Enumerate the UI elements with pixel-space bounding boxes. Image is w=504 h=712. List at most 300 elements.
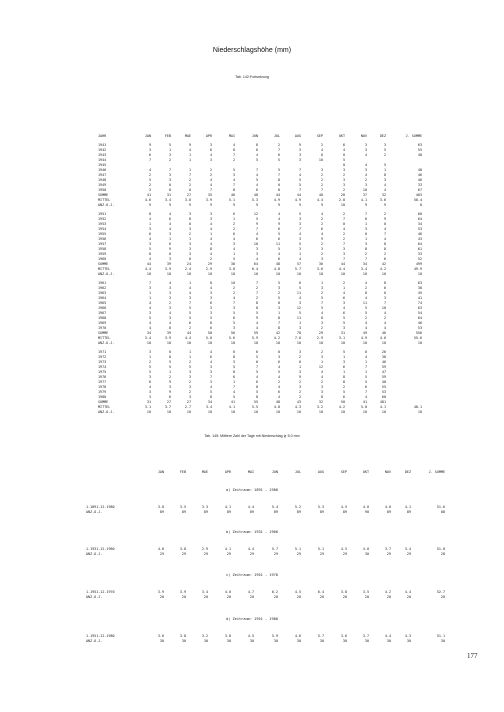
table-cell: 12 [296,306,301,310]
table-cell: 1 [298,321,301,325]
row-label: 1960 [98,257,107,261]
table-cell: 4.4 [316,198,323,202]
table-cell: 30 [249,639,254,643]
table-cell: 0 [342,153,345,157]
table-cell: 6 [342,143,345,147]
table-cell: 11 [362,301,367,305]
table-cell: 9 [277,222,280,226]
table-cell: 5.3 [317,505,324,509]
table-cell: 6 [342,365,345,369]
table-cell: 30 [226,639,231,643]
table-cell: 89 [273,510,278,514]
table-cell: 7 [342,217,345,221]
table-cell: 1 [342,370,345,374]
table-cell: 3 [209,380,212,384]
table-cell: 3 [320,247,323,251]
table-cell: 2 [364,316,367,320]
table-cell: 2 [364,252,367,256]
table-cell: 8 [383,281,386,285]
table-cell: 7 [364,212,367,216]
table-cell: 1 [168,148,171,152]
table-cell: 5.1 [317,547,324,551]
table-cell: 4 [383,311,386,315]
table-cell: 7 [255,291,258,295]
table-cell: 29 [226,552,231,556]
table-cell: 6 [232,212,235,216]
column-header: OKT [362,470,369,474]
table-cell: 5 [277,281,280,285]
column-header: AUG [317,470,324,474]
table-cell: 4 [277,212,280,216]
table-cell: 0 [188,188,191,192]
row-label: 1955 [98,232,107,236]
table-cell: 8 [255,301,258,305]
table-cell: 3 [298,217,301,221]
table-cell: 6 [255,237,258,241]
table-cell: 2 [342,281,345,285]
table-cell: 52.7 [436,590,445,594]
row-label: 1977 [98,380,107,384]
table-cell: 34 [146,331,151,335]
table-cell: 4 [209,286,212,290]
table-cell: 4 [209,222,212,226]
table-cell: 9 [168,247,171,251]
table-cell: 4 [364,395,367,399]
table-cell: 4 [255,153,258,157]
table-cell: 1 [364,222,367,226]
table-cell: 5 [168,360,171,364]
table-cell: 30 [386,639,391,643]
table-cell: 2 [342,237,345,241]
table-cell: 3 [168,316,171,320]
table-cell: 4.8 [157,547,164,551]
table-cell: 10 [362,410,367,414]
table-cell: 3.6 [316,267,323,271]
table-cell: 46 [417,173,422,177]
table-cell: 5 [232,365,235,369]
table-cell: 5 [298,311,301,315]
table-cell: 2.8 [338,198,345,202]
table-cell: 3 [209,217,212,221]
table-cell: 6 [255,360,258,364]
table-cell: 1 [277,311,280,315]
table-cell: 3 [232,360,235,364]
table-cell: 3 [168,178,171,182]
row-label: 1967 [98,311,107,315]
table-cell: 10 [253,272,258,276]
table-cell: 10 [146,341,151,345]
table-cell: 3.9 [179,590,186,594]
table-cell: 2 [320,222,323,226]
table-cell: 27 [186,193,191,197]
row-label: 1978 [98,385,107,389]
table-cell: 20 [249,595,254,599]
table-cell: 2 [364,178,367,182]
row-label: 1.1951-12.1970 [86,590,115,594]
table-cell: 6 [342,311,345,315]
table-cell: 63 [417,281,422,285]
table-cell: 6 [232,316,235,320]
column-header: MAE [184,134,191,138]
table-cell: 5 [188,316,191,320]
table-cell: 2 [148,183,151,187]
table-cell: 4 [232,296,235,300]
table-cell: 3 [168,291,171,295]
table-cell: 46 [417,232,422,236]
table-cell: 5 [209,390,212,394]
table-cell: 4.2 [379,267,386,271]
table-cell: 6 [209,301,212,305]
row-label: 1972 [98,355,107,359]
table-cell: 4 [383,188,386,192]
table-cell: 34 [207,400,212,404]
column-header: JAN [144,134,151,138]
table-cell: 3.4 [144,336,151,340]
table-cell: 4 [232,247,235,251]
table-cell: 8 [209,395,212,399]
table-cell: 4.4 [404,590,411,594]
table-cell: 1 [168,370,171,374]
table-cell: 2 [320,143,323,147]
table-caption: Tab. 142:Fortsetzung [235,75,269,79]
table-cell: 5 [277,158,280,162]
table-cell: 10 [253,410,258,414]
column-header: JUN [251,134,258,138]
table-cell: 56 [230,331,235,335]
table-cell: 6.4 [317,590,324,594]
table-cell: 7 [364,365,367,369]
table-cell: 4 [148,237,151,241]
table-cell: 47 [381,370,386,374]
table-cell: 3.4 [360,267,367,271]
table-cell: 1 [148,291,151,295]
table-cell: 3 [277,286,280,290]
table-row [86,510,445,515]
table-cell: 3 [298,326,301,330]
row-label: 1976 [98,375,107,379]
table-cell: 4 [320,212,323,216]
row-label: 1965 [98,301,107,305]
table-cell: 6 [255,380,258,384]
table-cell: 9 [298,375,301,379]
table-cell: 7 [232,301,235,305]
table-cell: 9 [383,203,386,207]
table-cell: 89 [226,510,231,514]
table-cell: 89 [203,510,208,514]
table-cell: 5.6 [228,336,235,340]
table-cell: 34 [417,222,422,226]
table-cell: 6 [209,355,212,359]
table-cell: 46 [417,178,422,182]
table-cell: 4 [320,232,323,236]
table-cell: 5 [364,375,367,379]
table-cell: 10 [381,341,386,345]
table-cell: 8 [342,380,345,384]
table-cell: 4.4 [247,547,254,551]
table-cell: 10 [230,272,235,276]
table-cell: 5.7 [317,634,324,638]
table-cell: 49.9 [413,267,422,271]
table-cell: 10 [146,272,151,276]
table-cell: 9 [188,203,191,207]
row-label: ANZ.O.J. [98,203,115,207]
table-cell: 64 [417,242,422,246]
table-cell: 4 [168,227,171,231]
table-cell: 33 [417,183,422,187]
table-cell: 4 [364,321,367,325]
table-cell: 2 [209,168,212,172]
table-cell: 6 [364,385,367,389]
table-cell: 0 [364,350,367,354]
table-cell: 8 [168,188,171,192]
table-cell: 9 [148,143,151,147]
table-cell: 7 [383,232,386,236]
table-cell: 30 [273,639,278,643]
table-cell: 8 [232,370,235,374]
table-cell: 2 [255,296,258,300]
table-cell: 4 [148,217,151,221]
table-cell: 0 [188,257,191,261]
table-cell: 9 [232,203,235,207]
table-cell: 2 [148,360,151,364]
row-label: 1950 [98,188,107,192]
row-label: 1943 [98,153,107,157]
table-cell: 5 [168,143,171,147]
table-cell: 4 [320,311,323,315]
table-cell: 8 [255,395,258,399]
table-cell: 49 [362,331,367,335]
table-cell: 3.6 [340,634,347,638]
table-cell: 4 [383,183,386,187]
table-cell: 5 [255,390,258,394]
column-header: JUL [294,470,301,474]
table-cell: 8 [209,281,212,285]
row-label: ANZ.O.J. [98,341,115,345]
table-cell: 4.6 [294,634,301,638]
table-cell: 2 [209,173,212,177]
table-cell: 31 [166,193,171,197]
table-cell: 5 [298,286,301,290]
table-cell: 3 [168,232,171,236]
table-cell: 4.1 [228,405,235,409]
table-cell: 10 [381,410,386,414]
table-cell: 4 [364,153,367,157]
table-cell: 4 [342,291,345,295]
table-cell: 5 [232,168,235,172]
table-cell: 42 [275,331,280,335]
table-cell: 3 [209,143,212,147]
table-cell: 4 [168,222,171,226]
row-label: SUMME [98,331,109,335]
row-label: SUMME [98,400,109,404]
table-cell: 2 [168,375,171,379]
table-cell: 5 [255,311,258,315]
table-cell: 556 [415,331,422,335]
table-cell: 50.4 [413,198,422,202]
table-cell: 7 [168,168,171,172]
column-header: JUN [271,470,278,474]
table-cell: 3 [188,227,191,231]
table-row [98,410,422,415]
period-title: c) Zeitraum: 1951 - 1970 [226,573,278,577]
table-cell: 3 [209,291,212,295]
table-cell: 2.9 [316,336,323,340]
table-cell: 7 [298,227,301,231]
table-cell: 10 [186,341,191,345]
table-cell: 5 [342,158,345,162]
table-cell: 3 [364,148,367,152]
table-cell: 3 [148,227,151,231]
table-cell: 5 [342,321,345,325]
table-cell: 64 [417,316,422,320]
table-cell: 29 [342,552,347,556]
row-label: 1959 [98,252,107,256]
table-cell: 20 [226,595,231,599]
table-cell: 20 [203,595,208,599]
table-cell: 5 [383,163,386,167]
table-row [86,552,445,557]
table-cell: 6 [277,237,280,241]
table-cell: 4 [364,326,367,330]
table-cell: 3 [342,360,345,364]
table-cell: 4 [342,306,345,310]
row-label: 1946 [98,168,107,172]
table-cell: 5 [148,370,151,374]
table-cell: 5 [342,350,345,354]
table-cell: 4.1 [224,505,231,509]
table-cell: 32 [381,193,386,197]
table-cell: 1 [232,380,235,384]
table-cell: 8 [255,143,258,147]
table-cell: 10 [362,341,367,345]
table-cell: 5.0 [205,336,212,340]
table-cell: 7 [188,173,191,177]
table-cell: 3 [320,355,323,359]
table-cell: 4 [364,355,367,359]
row-label: ANZ.O.J. [86,595,103,599]
table-cell: 1 [188,355,191,359]
table-cell: 5 [298,178,301,182]
table-cell: 4 [148,306,151,310]
table-cell: 4.5 [340,505,347,509]
table-cell: 3.3 [201,505,208,509]
table-cell: 3.8 [179,547,186,551]
table-cell: 6 [148,380,151,384]
table-cell: 5 [364,306,367,310]
table-cell: 7 [255,281,258,285]
table-cell: 89 [296,510,301,514]
table-cell: 2.9 [205,267,212,271]
table-cell: 4.6 [379,336,386,340]
table-cell: 6 [168,395,171,399]
table-cell: 4 [148,326,151,330]
table-cell: 3 [298,301,301,305]
table-cell: 4 [364,281,367,285]
table-cell: 4 [320,370,323,374]
table-cell: 70 [296,331,301,335]
table-cell: 7 [232,385,235,389]
table-cell: 2 [342,188,345,192]
table-cell: 6 [209,148,212,152]
table-cell: 27 [186,400,191,404]
table-cell: 48 [275,262,280,266]
table-cell: 9 [168,203,171,207]
table-cell: 29 [203,552,208,556]
row-label: 1942 [98,148,107,152]
days-header-row [86,470,445,475]
table-cell: 55.6 [413,336,422,340]
table-cell: 5 [255,370,258,374]
table-cell: 10 [340,410,345,414]
table-cell: 4 [209,242,212,246]
table-cell: 10 [296,410,301,414]
row-label: 1944 [98,158,107,162]
table-cell: 44 [340,262,345,266]
table-cell: 48.1 [413,405,422,409]
table-cell: 55 [417,148,422,152]
table-cell: 1 [320,281,323,285]
table-cell: 10 [166,272,171,276]
table-cell: 3 [320,286,323,290]
table-cell: 2 [188,178,191,182]
table-cell: 7 [232,153,235,157]
table-cell: 3 [298,247,301,251]
row-label: 1956 [98,237,107,241]
table-cell: 10 [275,272,280,276]
table-cell: 44 [186,331,191,335]
table-cell: 4 [232,390,235,394]
column-header: J. SUMME [405,134,422,138]
table-cell: 2 [320,291,323,295]
table-cell: 10 [207,272,212,276]
table-cell: 6 [148,153,151,157]
table-cell: 4 [209,237,212,241]
table-cell: 35 [207,193,212,197]
table-cell: 1 [209,232,212,236]
table-cell: 6 [188,321,191,325]
table-cell: 4 [188,286,191,290]
table-cell: 3 [188,370,191,374]
table-cell: 6.4 [251,267,258,271]
table-cell: 60 [417,212,422,216]
table-cell: 10 [230,410,235,414]
table-cell: 8 [168,326,171,330]
table-cell: 3.7 [362,634,369,638]
table-cell: 43 [417,237,422,241]
table-cell: 46 [381,331,386,335]
table-cell: 2 [188,183,191,187]
table-cell: 4 [255,321,258,325]
table-cell: 3 [148,148,151,152]
table-cell: 5 [342,390,345,394]
table-cell: 3 [342,183,345,187]
table-cell: 10 [166,410,171,414]
table-cell: 2.9 [201,547,208,551]
table-cell: 3 [342,252,345,256]
table-cell: 4.5 [247,634,254,638]
table-cell: 4 [168,212,171,216]
table-cell: 5 [232,257,235,261]
row-label: 1973 [98,360,107,364]
table-cell: 7 [255,227,258,231]
row-label: MITTEL [98,405,111,409]
table-cell: 6 [148,232,151,236]
table-cell: 7 [364,257,367,261]
table-cell: 0 [168,252,171,256]
row-label: ANZ.O.J. [86,639,103,643]
table-cell: 5.7 [294,267,301,271]
table-cell: 8 [364,291,367,295]
